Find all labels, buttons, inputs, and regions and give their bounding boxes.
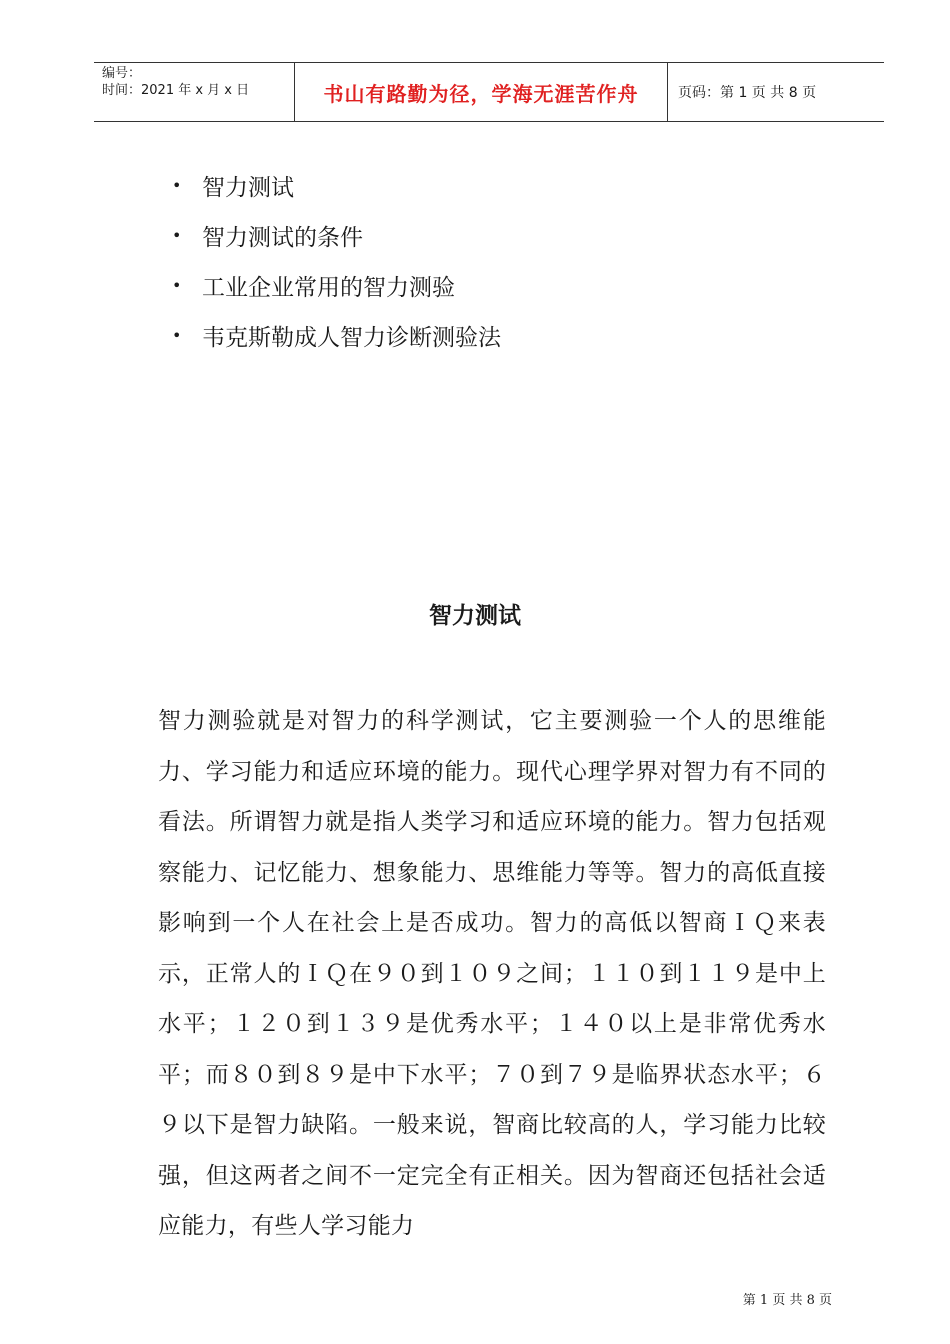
page-header: [94, 62, 884, 122]
header-motto: 书山有路勤为径，学海无涯苦作舟: [295, 63, 668, 121]
document-time-label: 时间：2021 年 x 月 x 日: [102, 83, 250, 98]
page-footer: 第 1 页 共 8 页: [742, 1293, 832, 1308]
bullet-icon: •: [172, 325, 182, 345]
toc-item-label: 智力测试的条件: [202, 224, 363, 251]
document-number-label: 编号：: [102, 66, 142, 81]
header-page-number: 页码：第 1 页 共 8 页: [678, 85, 817, 101]
toc-item: [172, 210, 501, 260]
section-title: 智力测试: [429, 603, 521, 629]
header-meta: [94, 63, 295, 121]
toc-item: [172, 310, 501, 360]
toc-item: [172, 260, 501, 310]
toc-item: [172, 160, 501, 210]
body-paragraph: 智力测验就是对智力的科学测试，它主要测验一个人的思维能力、学习能力和适应环境的能力。现代心理学界对智力有不同的看法。所谓智力就是指人类学习和适应环境的能力。智力包括观察能力、记忆能力、想象能力、思维能力等等。智力的高低直接影响到一个人在社会上是否成功。智力的高低以智商ＩＱ来表示，正常人的ＩＱ在９０到１０９之间；１１０到１１９是中上水平；１２０到１３９是优秀水平；１４０以上是非常优秀水平；而８０到８９是中下水平；７０到７９是临界状态水平；６９以下是智力缺陷。一般来说，智商比较高的人，学习能力比较强，但这两者之间不一定完全有正相关。因为智商还包括社会适应能力，有些人学习能力: [158, 708, 826, 1239]
bullet-icon: •: [172, 225, 182, 245]
bullet-icon: •: [172, 175, 182, 195]
toc-item-label: 韦克斯勒成人智力诊断测验法: [202, 324, 501, 351]
bullet-icon: •: [172, 275, 182, 295]
toc-item-label: 智力测试: [202, 174, 294, 201]
toc-item-label: 工业企业常用的智力测验: [202, 274, 455, 301]
table-of-contents: [172, 160, 501, 360]
